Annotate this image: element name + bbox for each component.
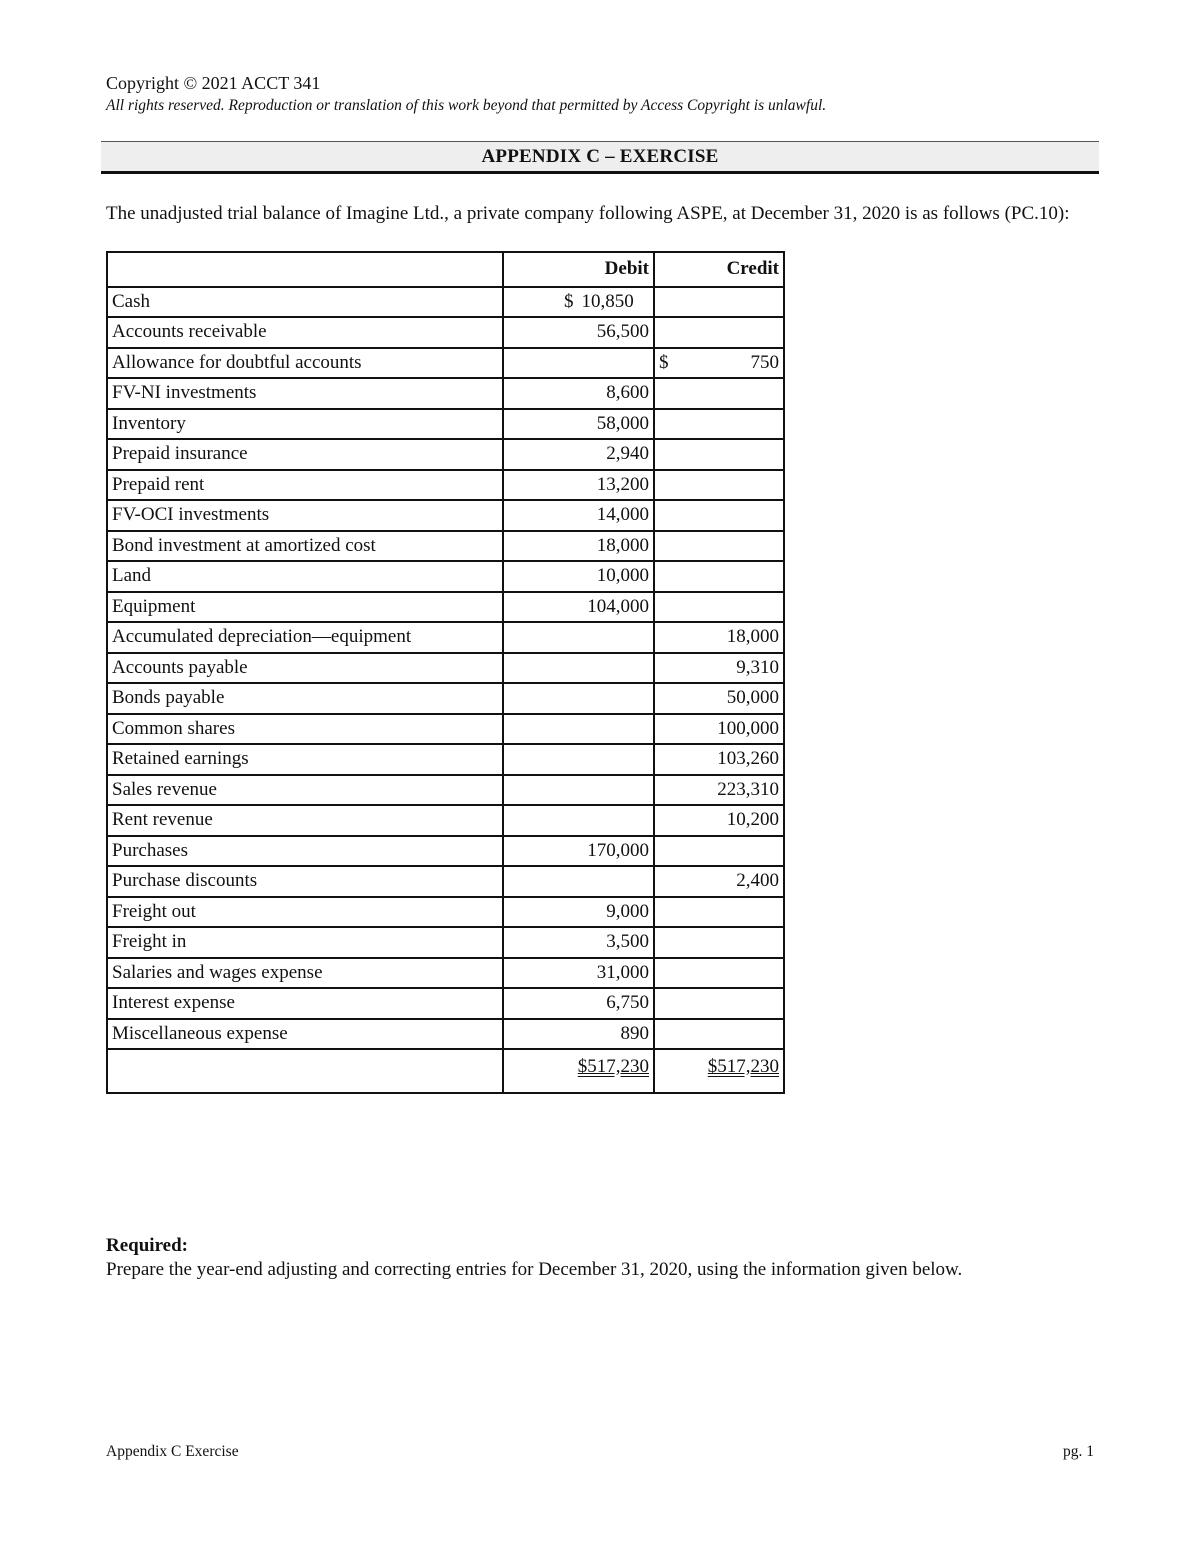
- account-cell-text: Equipment: [112, 595, 196, 617]
- debit-cell-text: 8,600: [606, 382, 649, 404]
- debit-cell-text: 31,000: [596, 961, 649, 983]
- credit-cell: [654, 958, 784, 989]
- debit-cell-text: 2,940: [606, 443, 649, 465]
- table-row: [107, 958, 784, 989]
- credit-cell: [654, 470, 784, 501]
- debit-cell: [503, 378, 654, 409]
- debit-cell: [503, 317, 654, 348]
- credit-cell: [654, 866, 784, 897]
- table-row: [107, 439, 784, 470]
- credit-cell-text: 223,310: [717, 778, 779, 800]
- account-cell-text: Land: [112, 565, 152, 587]
- required-text: Prepare the year-end adjusting and correcting entries for December 31, 2020, using the information given below.: [106, 1259, 963, 1280]
- account-cell-text: Purchase discounts: [112, 870, 258, 892]
- debit-cell: [503, 805, 654, 836]
- header-debit: Debit: [503, 252, 654, 287]
- credit-cell: [654, 500, 784, 531]
- account-cell-text: Rent revenue: [112, 809, 213, 831]
- account-cell: [107, 897, 503, 928]
- account-cell-text: Freight out: [112, 900, 196, 922]
- account-cell-text: Prepaid insurance: [112, 443, 248, 465]
- debit-cell-text: 58,000: [596, 412, 649, 434]
- table-row: [107, 775, 784, 806]
- debit-cell-text: 56,500: [596, 321, 649, 343]
- debit-cell: [503, 287, 654, 318]
- credit-cell: [654, 439, 784, 470]
- credit-cell: [654, 531, 784, 562]
- account-cell-text: Bonds payable: [112, 687, 225, 709]
- account-cell: [107, 592, 503, 623]
- account-cell-text: Prepaid rent: [112, 473, 205, 495]
- table-row: [107, 897, 784, 928]
- debit-cell-text: 170,000: [587, 839, 649, 861]
- credit-cell: [654, 836, 784, 867]
- debit-cell-text: 14,000: [596, 504, 649, 526]
- table-row: [107, 592, 784, 623]
- account-cell: [107, 287, 503, 318]
- footer-title: Appendix C Exercise: [106, 1443, 239, 1460]
- credit-cell: [654, 744, 784, 775]
- credit-cell: [654, 988, 784, 1019]
- account-cell: [107, 683, 503, 714]
- account-cell-text: Salaries and wages expense: [112, 961, 323, 983]
- credit-cell: [654, 683, 784, 714]
- account-cell: [107, 1019, 503, 1050]
- table-row: [107, 531, 784, 562]
- debit-cell: [503, 866, 654, 897]
- account-cell: [107, 866, 503, 897]
- credit-cell: [654, 714, 784, 745]
- credit-cell: [654, 378, 784, 409]
- required-heading: Required:: [106, 1235, 188, 1256]
- table-row: [107, 714, 784, 745]
- copyright-line: Copyright © 2021 ACCT 341: [106, 73, 321, 93]
- account-cell: [107, 470, 503, 501]
- account-cell-text: FV-NI investments: [112, 382, 257, 404]
- credit-cell: [654, 287, 784, 318]
- account-cell-text: Retained earnings: [112, 748, 249, 770]
- credit-cell: [654, 561, 784, 592]
- account-cell: [107, 988, 503, 1019]
- account-cell-text: FV-OCI investments: [112, 504, 270, 526]
- header-credit: Credit: [654, 252, 784, 287]
- table-row: [107, 653, 784, 684]
- debit-cell: [503, 500, 654, 531]
- table-row: [107, 927, 784, 958]
- debit-cell: [503, 409, 654, 440]
- credit-cell-text: 18,000: [726, 626, 779, 648]
- totals-row: [107, 1049, 784, 1093]
- debit-cell-text: 10,000: [596, 565, 649, 587]
- table-row: [107, 409, 784, 440]
- total-debit-cell-text: $517,230: [577, 1056, 649, 1077]
- credit-cell-text: 2,400: [736, 870, 779, 892]
- debit-cell: [503, 1019, 654, 1050]
- debit-cell: [503, 439, 654, 470]
- credit-cell: [654, 805, 784, 836]
- table-row: [107, 470, 784, 501]
- table-row: [107, 836, 784, 867]
- account-cell: [107, 500, 503, 531]
- table-row: [107, 622, 784, 653]
- account-cell: [107, 622, 503, 653]
- account-cell-text: Allowance for doubtful accounts: [112, 351, 362, 373]
- account-cell: [107, 561, 503, 592]
- credit-cell: [654, 317, 784, 348]
- account-cell-text: Purchases: [112, 839, 188, 861]
- account-cell: [107, 653, 503, 684]
- debit-cell-text: 890: [620, 1022, 649, 1044]
- account-cell: [107, 348, 503, 379]
- debit-cell: [503, 622, 654, 653]
- debit-cell-text: 18,000: [596, 534, 649, 556]
- credit-cell-text: 10,200: [726, 809, 779, 831]
- account-cell: [107, 439, 503, 470]
- table-row: [107, 317, 784, 348]
- table-row: [107, 561, 784, 592]
- debit-cell: [503, 348, 654, 379]
- table-row: [107, 287, 784, 318]
- table-row: [107, 866, 784, 897]
- table-row: [107, 378, 784, 409]
- title-band: [101, 141, 1099, 174]
- credit-cell: [654, 653, 784, 684]
- table-row: [107, 744, 784, 775]
- account-cell-text: Cash: [112, 290, 150, 312]
- table-header-row: [107, 252, 784, 287]
- trial-balance-table: [106, 251, 785, 1094]
- debit-cell: [503, 592, 654, 623]
- credit-cell: [654, 1019, 784, 1050]
- account-cell: [107, 958, 503, 989]
- account-cell-text: Interest expense: [112, 992, 235, 1014]
- table-row: [107, 805, 784, 836]
- debit-cell: [503, 531, 654, 562]
- credit-cell-text: 100,000: [717, 717, 779, 739]
- account-cell: [107, 836, 503, 867]
- account-cell-text: Accumulated depreciation—equipment: [112, 626, 412, 648]
- debit-cell: [503, 927, 654, 958]
- debit-cell-text: 9,000: [606, 900, 649, 922]
- credit-cell: [654, 592, 784, 623]
- table-row: [107, 1019, 784, 1050]
- total-account-cell: [107, 1049, 503, 1093]
- account-cell: [107, 531, 503, 562]
- account-cell-text: Common shares: [112, 717, 235, 739]
- debit-cell-text: 6,750: [606, 992, 649, 1014]
- header-account: [107, 252, 503, 287]
- credit-cell: [654, 409, 784, 440]
- account-cell: [107, 317, 503, 348]
- account-cell: [107, 805, 503, 836]
- account-cell: [107, 927, 503, 958]
- debit-cell: [503, 988, 654, 1019]
- credit-cell: [654, 927, 784, 958]
- dollar-sign: $: [564, 290, 574, 312]
- account-cell: [107, 775, 503, 806]
- account-cell-text: Accounts receivable: [112, 321, 267, 343]
- credit-cell: [654, 622, 784, 653]
- table-row: [107, 348, 784, 379]
- account-cell: [107, 744, 503, 775]
- debit-cell: [503, 836, 654, 867]
- table-row: [107, 500, 784, 531]
- account-cell: [107, 409, 503, 440]
- intro-paragraph: The unadjusted trial balance of Imagine Ltd., a private company following ASPE, at December 31, 2020 is as follows (PC.10):: [106, 203, 1070, 224]
- debit-cell: [503, 958, 654, 989]
- debit-cell: [503, 744, 654, 775]
- credit-cell: [654, 775, 784, 806]
- total-credit-cell: [654, 1049, 784, 1093]
- account-cell-text: Accounts payable: [112, 656, 248, 678]
- debit-cell: [503, 897, 654, 928]
- debit-cell-text: 104,000: [587, 595, 649, 617]
- total-debit-cell: [503, 1049, 654, 1093]
- account-cell-text: Freight in: [112, 931, 187, 953]
- account-cell-text: Sales revenue: [112, 778, 217, 800]
- amount: 10,850: [581, 290, 634, 312]
- total-credit-cell-text: $517,230: [707, 1056, 779, 1077]
- credit-cell-text: 9,310: [736, 656, 779, 678]
- account-cell: [107, 378, 503, 409]
- debit-cell: [503, 561, 654, 592]
- amount: 750: [750, 351, 779, 373]
- credit-cell-text: 103,260: [717, 748, 779, 770]
- debit-cell: [503, 775, 654, 806]
- account-cell-text: Inventory: [112, 412, 186, 434]
- table-row: [107, 683, 784, 714]
- debit-cell: [503, 470, 654, 501]
- account-cell-text: Miscellaneous expense: [112, 1022, 288, 1044]
- table-row: [107, 988, 784, 1019]
- credit-cell-text: 50,000: [726, 687, 779, 709]
- debit-cell-text: 3,500: [606, 931, 649, 953]
- account-cell: [107, 714, 503, 745]
- rights-notice: All rights reserved. Reproduction or translation of this work beyond that permitted by Access Copyright is unlawful.: [106, 97, 827, 114]
- dollar-sign: $: [659, 351, 669, 373]
- credit-cell: [654, 348, 784, 379]
- page-title: APPENDIX C – EXERCISE: [481, 145, 719, 167]
- debit-cell: [503, 683, 654, 714]
- account-cell-text: Bond investment at amortized cost: [112, 534, 376, 556]
- page-number: pg. 1: [1063, 1443, 1094, 1460]
- debit-cell-text: 13,200: [596, 473, 649, 495]
- debit-cell: [503, 714, 654, 745]
- credit-cell: [654, 897, 784, 928]
- debit-cell: [503, 653, 654, 684]
